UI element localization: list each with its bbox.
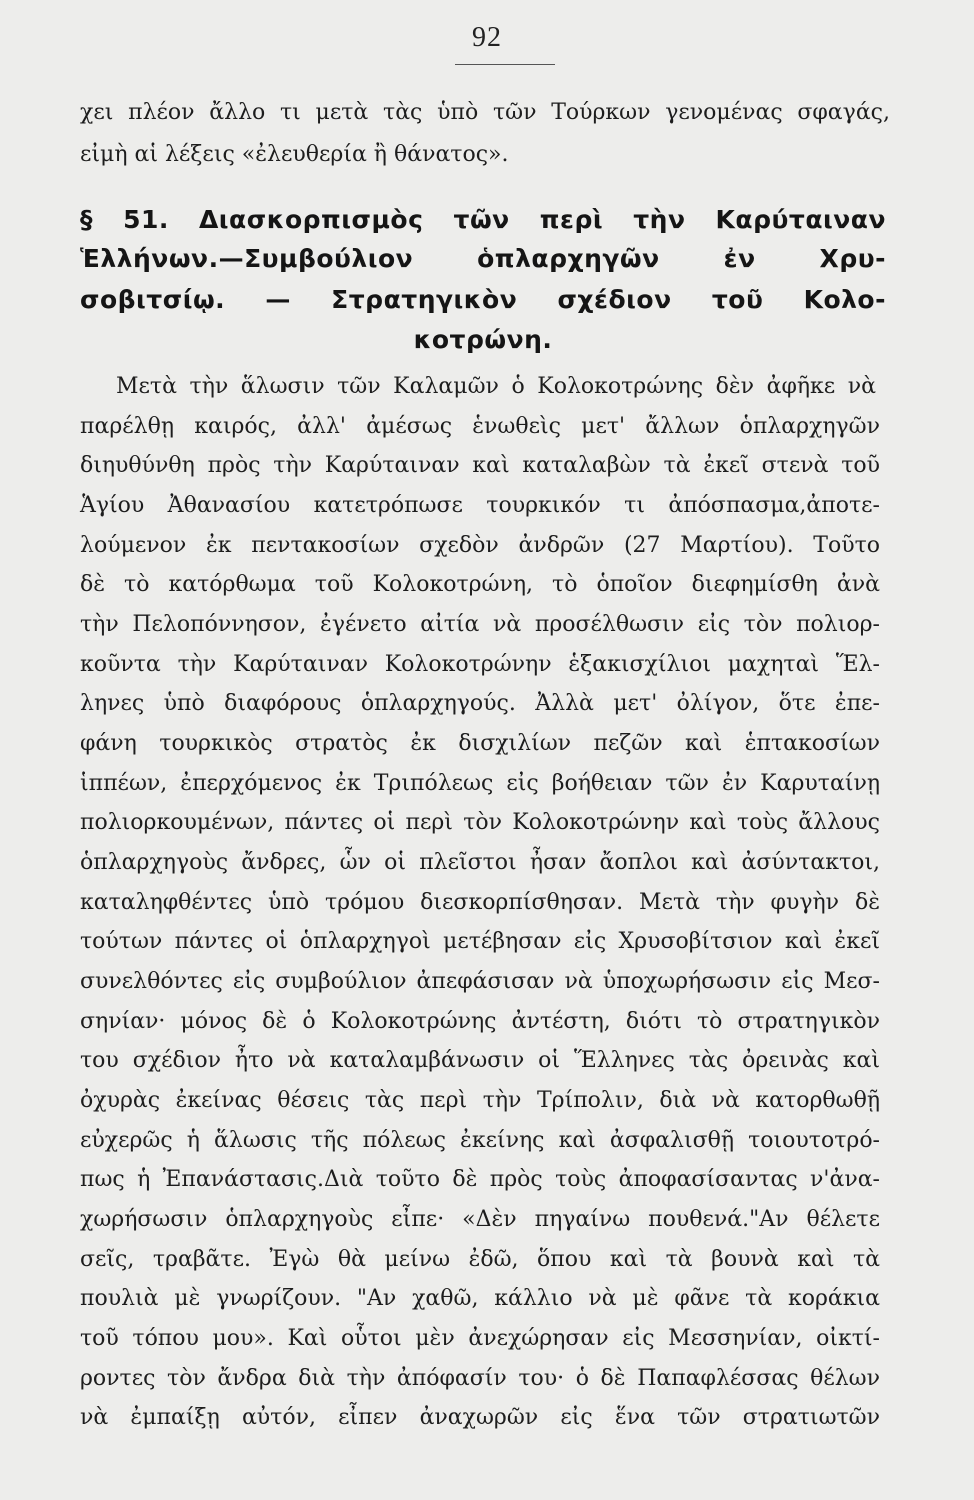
body-line: Ἁγίου Ἀθανασίου κατετρόπωσε τουρκικόν τι ἀπόσπασμα,ἀποτε- bbox=[80, 493, 880, 518]
page-number-rule bbox=[455, 64, 555, 65]
body-line: Μετὰ τὴν ἅλωσιν τῶν Καλαμῶν ὁ Κολοκοτρώνης δὲν ἀφῆκε νὰ bbox=[116, 374, 876, 399]
intro-line: χει πλέον ἄλλο τι μετὰ τὰς ὑπὸ τῶν Τούρκων γενομένας σφαγάς, bbox=[80, 100, 890, 125]
body-line: ροντες τὸν ἄνδρα διὰ τὴν ἀπόφασίν του· ὁ δὲ Παπαφλέσσας θέλων bbox=[80, 1366, 880, 1391]
body-line: τούτων πάντες οἱ ὁπλαρχηγοὶ μετέβησαν εἰς Χρυσοβίτσιον καὶ ἐκεῖ bbox=[80, 929, 880, 954]
body-line: τὴν Πελοπόννησον, ἐγένετο αἰτία νὰ προσέλθωσιν εἰς τὸν πολιορ- bbox=[80, 612, 880, 637]
body-line: κοῦντα τὴν Καρύταιναν Κολοκοτρώνην ἑξακισχίλιοι μαχηταὶ Ἕλ- bbox=[80, 652, 880, 677]
body-line: ἱππέων, ἐπερχόμενος ἐκ Τριπόλεως εἰς βοήθειαν τῶν ἐν Καρυταίνῃ bbox=[80, 771, 880, 796]
body-line: εὐχερῶς ἡ ἅλωσις τῆς πόλεως ἐκείνης καὶ ἀσφαλισθῇ τοιουτοτρό- bbox=[80, 1128, 880, 1153]
body-line: πολιορκουμένων, πάντες οἱ περὶ τὸν Κολοκοτρώνην καὶ τοὺς ἄλλους bbox=[80, 810, 880, 835]
body-line: ὀχυρὰς ἐκείνας θέσεις τὰς περὶ τὴν Τρίπολιν, διὰ νὰ κατορθωθῇ bbox=[80, 1088, 880, 1113]
section-heading-line: § 51. Διασκορπισμὸς τῶν περὶ τὴν Καρύταιναν bbox=[80, 205, 886, 234]
body-line: παρέλθῃ καιρός, ἀλλ' ἀμέσως ἑνωθεὶς μετ' ἄλλων ὁπλαρχηγῶν bbox=[80, 414, 880, 439]
body-line: σηνίαν· μόνος δὲ ὁ Κολοκοτρώνης ἀντέστη, διότι τὸ στρατηγικὸν bbox=[80, 1009, 880, 1034]
body-line: πουλιὰ μὲ γνωρίζουν. "Αν χαθῶ, κάλλιο νὰ μὲ φᾶνε τὰ κοράκια bbox=[80, 1286, 880, 1311]
body-line: καταληφθέντες ὑπὸ τρόμου διεσκορπίσθησαν. Μετὰ τὴν φυγὴν δὲ bbox=[80, 890, 880, 915]
body-line: χωρήσωσιν ὁπλαρχηγοὺς εἶπε· «Δὲν πηγαίνω πουθενά."Αν θέλετε bbox=[80, 1207, 880, 1232]
body-line: τοῦ τόπου μου». Καὶ οὗτοι μὲν ἀνεχώρησαν εἰς Μεσσηνίαν, οἰκτί- bbox=[80, 1326, 880, 1351]
section-heading-line: Ἑλλήνων.—Συμβούλιον ὁπλαρχηγῶν ἐν Χρυ- bbox=[80, 244, 886, 273]
body-line: συνελθόντες εἰς συμβούλιον ἀπεφάσισαν νὰ ὑποχωρήσωσιν εἰς Μεσ- bbox=[80, 969, 880, 994]
body-line: λούμενον ἐκ πεντακοσίων σχεδὸν ἀνδρῶν (27 Μαρτίου). Τοῦτο bbox=[80, 533, 880, 558]
body-line: φάνη τουρκικὸς στρατὸς ἐκ δισχιλίων πεζῶν καὶ ἑπτακοσίων bbox=[80, 731, 880, 756]
intro-line: εἰμὴ αἱ λέξεις «ἐλευθερία ἢ θάνατος». bbox=[80, 142, 509, 167]
body-line: δὲ τὸ κατόρθωμα τοῦ Κολοκοτρώνη, τὸ ὁποῖον διεφημίσθη ἀνὰ bbox=[80, 572, 880, 597]
body-line: νὰ ἐμπαίξῃ αὐτόν, εἶπεν ἀναχωρῶν εἰς ἕνα τῶν στρατιωτῶν bbox=[80, 1405, 880, 1430]
body-line: πως ἡ Ἐπανάστασις.Διὰ τοῦτο δὲ πρὸς τοὺς ἀποφασίσαντας ν'ἀνα- bbox=[80, 1167, 880, 1192]
body-line: διηυθύνθη πρὸς τὴν Καρύταιναν καὶ καταλαβὼν τὰ ἐκεῖ στενὰ τοῦ bbox=[80, 453, 880, 478]
section-heading-line: σοβιτσίῳ. — Στρατηγικὸν σχέδιον τοῦ Κολο- bbox=[80, 285, 886, 314]
section-heading-line: κοτρώνη. bbox=[413, 325, 553, 354]
body-line: του σχέδιον ἦτο νὰ καταλαμβάνωσιν οἱ Ἕλληνες τὰς ὀρεινὰς καὶ bbox=[80, 1048, 880, 1073]
body-line: ὁπλαρχηγοὺς ἄνδρες, ὧν οἱ πλεῖστοι ἦσαν ἄοπλοι καὶ ἀσύντακτοι, bbox=[80, 850, 880, 875]
body-line: σεῖς, τραβᾶτε. Ἐγὼ θὰ μείνω ἐδῶ, ὅπου καὶ τὰ βουνὰ καὶ τὰ bbox=[80, 1247, 880, 1272]
body-line: ληνες ὑπὸ διαφόρους ὁπλαρχηγούς. Ἀλλὰ μετ' ὀλίγον, ὅτε ἐπε- bbox=[80, 691, 880, 716]
page-number: 92 bbox=[472, 22, 502, 53]
